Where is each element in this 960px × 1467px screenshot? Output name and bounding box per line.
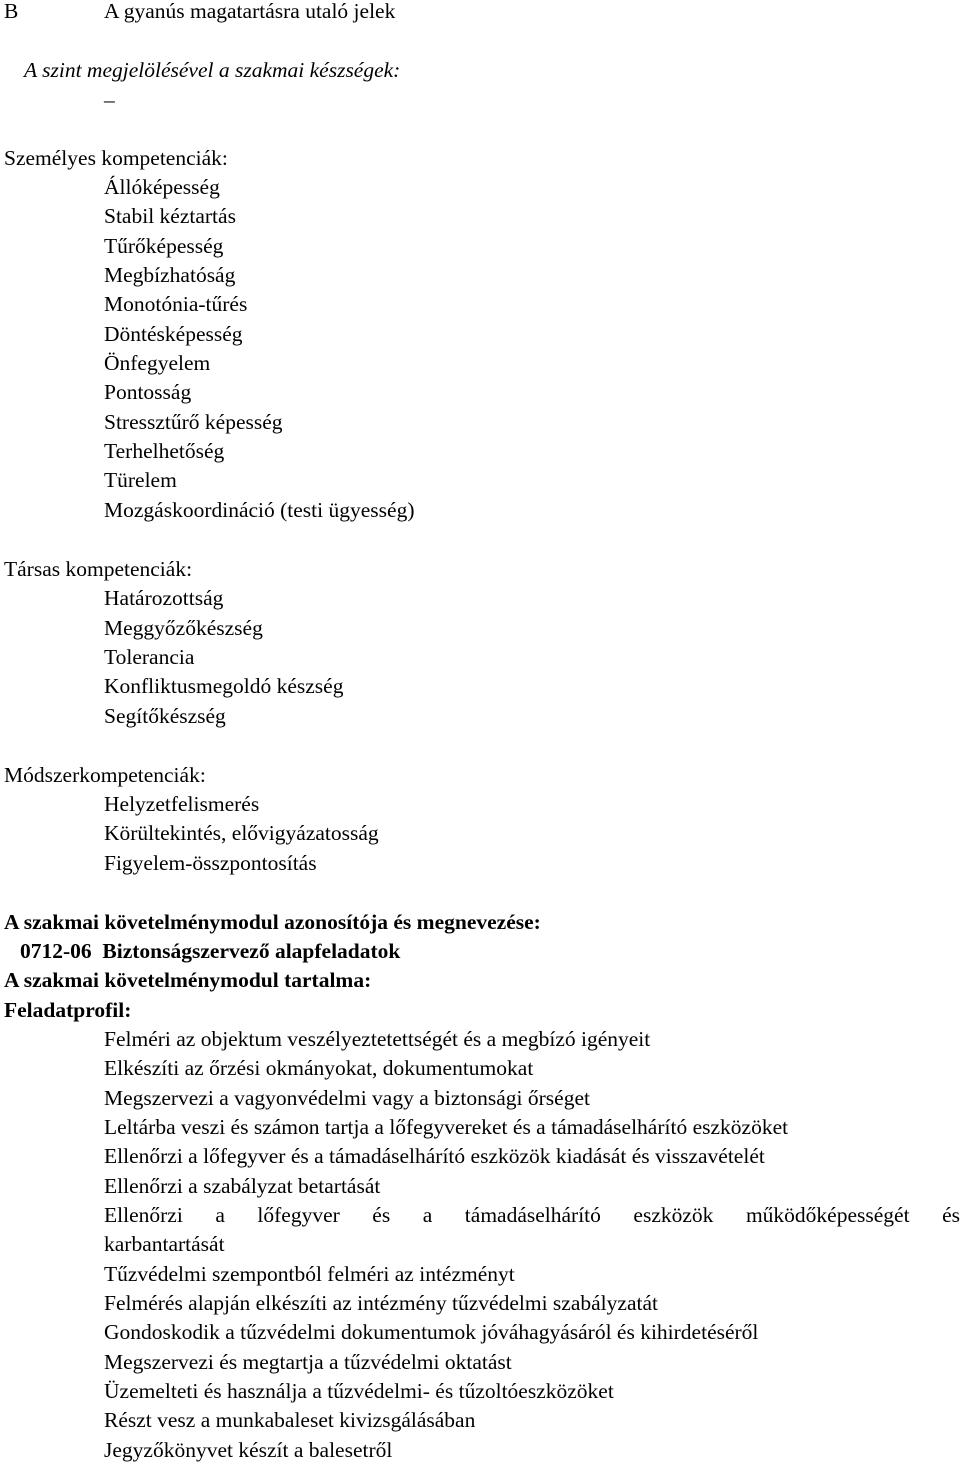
task-item: Jegyzőkönyvet készít a balesetről — [104, 1438, 393, 1462]
method-heading: Módszerkompetenciák: — [4, 763, 206, 787]
task-wrap-line-2: karbantartását — [104, 1232, 225, 1256]
task-item: Gondoskodik a tűzvédelmi dokumentumok jóváhagyásáról és kihirdetéséről — [104, 1320, 759, 1344]
task-wrap-line-1: Ellenőrzi a lőfegyver és a támadáselhárító eszközök működőképességét és — [104, 1203, 960, 1227]
list-item: Körültekintés, elővigyázatosság — [104, 821, 379, 845]
list-item: Állóképesség — [104, 175, 220, 199]
task-item: Ellenőrzi a szabályzat betartását — [104, 1174, 381, 1198]
list-item: Helyzetfelismerés — [104, 792, 260, 816]
task-item: Üzemelteti és használja a tűzvédelmi- és tűzoltóeszközöket — [104, 1379, 614, 1403]
skills-value: – — [104, 88, 115, 112]
list-item: Határozottság — [104, 586, 224, 610]
list-item: Segítőkészség — [104, 704, 226, 728]
list-item: Tolerancia — [104, 645, 195, 669]
list-item: Figyelem-összpontosítás — [104, 851, 317, 875]
profile-heading: Feladatprofil: — [4, 998, 132, 1022]
list-item: Monotónia-tűrés — [104, 292, 248, 316]
task-item: Megszervezi és megtartja a tűzvédelmi oktatást — [104, 1350, 512, 1374]
list-item: Terhelhetőség — [104, 439, 225, 463]
task-item-wrapped — [104, 1201, 960, 1259]
list-item: Megbízhatóság — [104, 263, 236, 287]
module-id-heading: A szakmai követelménymodul azonosítója és megnevezése: — [4, 910, 541, 934]
list-item: Stabil kéztartás — [104, 204, 236, 228]
section-title: A gyanús magatartásra utaló jelek — [104, 0, 396, 23]
task-item: Felméri az objektum veszélyeztetettségét és a megbízó igényeit — [104, 1027, 651, 1051]
task-item: Ellenőrzi a lőfegyver és a támadáselhárító eszközök kiadását és visszavételét — [104, 1144, 765, 1168]
list-item: Meggyőzőkészség — [104, 616, 263, 640]
list-item: Mozgáskoordináció (testi ügyesség) — [104, 498, 415, 522]
list-item: Stressztűrő képesség — [104, 410, 283, 434]
module-id-value: 0712-06 Biztonságszervező alapfeladatok — [20, 939, 401, 963]
list-item: Konfliktusmegoldó készség — [104, 674, 344, 698]
list-item: Türelem — [104, 468, 177, 492]
task-item: Felmérés alapján elkészíti az intézmény tűzvédelmi szabályzatát — [104, 1291, 658, 1315]
list-item: Döntésképesség — [104, 322, 243, 346]
personal-heading: Személyes kompetenciák: — [4, 146, 228, 170]
social-heading: Társas kompetenciák: — [4, 557, 193, 581]
task-item: Részt vesz a munkabaleset kivizsgálásában — [104, 1408, 476, 1432]
task-item: Elkészíti az őrzési okmányokat, dokumentumokat — [104, 1056, 534, 1080]
module-content-heading: A szakmai követelménymodul tartalma: — [4, 968, 372, 992]
task-item: Leltárba veszi és számon tartja a lőfegyvereket és a támadáselhárító eszközöket — [104, 1115, 789, 1139]
section-letter: B — [4, 0, 19, 23]
task-item: Tűzvédelmi szempontból felméri az intézményt — [104, 1262, 515, 1286]
skills-heading: A szint megjelölésével a szakmai készségek: — [24, 58, 401, 82]
task-item: Megszervezi a vagyonvédelmi vagy a biztonsági őrséget — [104, 1086, 590, 1110]
list-item: Pontosság — [104, 380, 192, 404]
list-item: Tűrőképesség — [104, 234, 224, 258]
list-item: Önfegyelem — [104, 351, 211, 375]
